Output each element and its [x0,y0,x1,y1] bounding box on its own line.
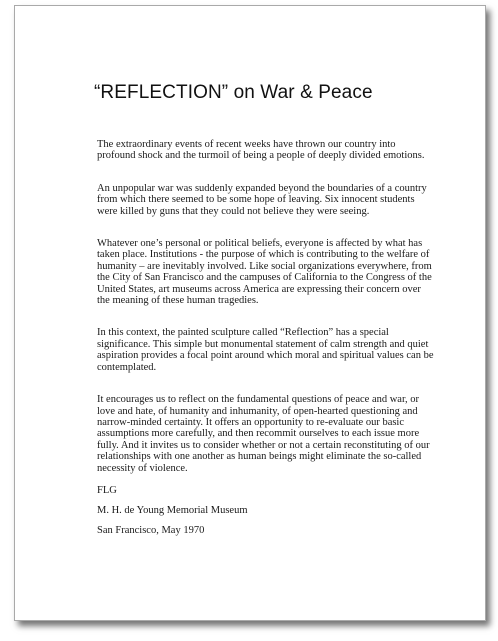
document-title: “REFLECTION” on War & Peace [94,82,373,103]
signature-place-date: San Francisco, May 1970 [97,525,205,536]
paragraph-events: The extraordinary events of recent weeks have thrown our country into profound shock and the turmoil of being a people of deeply divided emotions. [97,139,425,162]
paragraph-beliefs: Whatever one’s personal or political beliefs, everyone is affected by what has taken place. Institutions - the purpose of which is contributing to the welfare of humanity – are inevitably involved. Like social organizations everywhere, from the City of San Francisco and the campuses of California to the Congress of the United States, art museums across America are expressing their concern over the meaning of these human tragedies. [97,238,432,307]
signature-institution: M. H. de Young Memorial Museum [97,505,248,516]
paragraph-war: An unpopular war was suddenly expanded beyond the boundaries of a country from which there seemed to be some hope of leaving. Six innocent students were killed by guns that they could not believe they were seeing. [97,182,427,217]
paragraph-encourages: It encourages us to reflect on the fundamental questions of peace and war, or love and hate, of humanity and inhumanity, of open-hearted questioning and narrow-minded certainty. It offers an opportunity to re-evaluate our basic assumptions more carefully, and then recommit ourselves to each issue more fully. And it invites us to consider whether or not a certain reconstituting of our relationships with one another as human beings might eliminate the so-called necessity of violence. [97,394,430,474]
document-body [97,139,435,495]
document-page [14,5,486,621]
signature-block [97,485,248,545]
signature-initials: FLG [97,485,117,496]
paragraph-context: In this context, the painted sculpture called “Reflection” has a special significance. This simple but monumental statement of calm strength and quiet aspiration provides a focal point around which moral and spiritual values can be contemplated. [97,327,434,373]
